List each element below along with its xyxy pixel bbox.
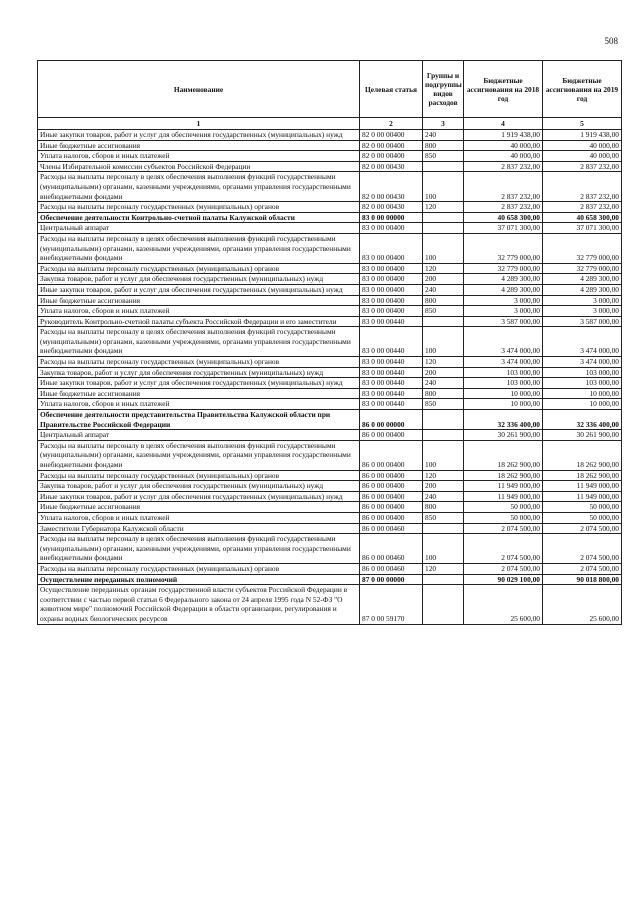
table-row — [38, 440, 622, 470]
row-amount-2018: 2 837 232,00 — [464, 161, 543, 172]
row-group — [423, 212, 464, 223]
header-2018: Бюджетные ассигнования на 2018 год — [464, 61, 543, 118]
row-amount-2018: 3 587 000,00 — [464, 316, 543, 327]
row-group: 100 — [423, 327, 464, 357]
table-row — [38, 470, 622, 481]
row-amount-2019: 1 919 438,00 — [543, 130, 622, 141]
row-amount-2018: 40 000,00 — [464, 140, 543, 151]
row-code: 83 0 00 00400 — [360, 274, 423, 285]
row-code: 83 0 00 00400 — [360, 295, 423, 306]
row-name: Иные закупки товаров, работ и услуг для обеспечения государственных (муниципальных) нужд — [38, 284, 360, 295]
table-row — [38, 585, 622, 624]
row-amount-2019: 30 261 900,00 — [543, 430, 622, 441]
row-group: 120 — [423, 470, 464, 481]
row-group: 100 — [423, 233, 464, 263]
row-amount-2018: 37 071 300,00 — [464, 223, 543, 234]
header-2019: Бюджетные ассигнования на 2019 год — [543, 61, 622, 118]
row-amount-2019: 25 600,00 — [543, 585, 622, 624]
row-code: 87 0 00 59170 — [360, 585, 423, 624]
table-row — [38, 284, 622, 295]
row-name: Расходы на выплаты персоналу государственных (муниципальных) органов — [38, 470, 360, 481]
row-group: 240 — [423, 378, 464, 389]
row-amount-2019: 40 658 300,00 — [543, 212, 622, 223]
table-row — [38, 563, 622, 574]
row-name: Центральный аппарат — [38, 223, 360, 234]
table-row — [38, 388, 622, 399]
row-group: 800 — [423, 388, 464, 399]
row-name: Уплата налогов, сборов и иных платежей — [38, 512, 360, 523]
row-amount-2018: 50 000,00 — [464, 512, 543, 523]
row-amount-2019: 10 000,00 — [543, 399, 622, 410]
row-amount-2019: 3 000,00 — [543, 295, 622, 306]
row-amount-2018: 103 000,00 — [464, 378, 543, 389]
row-group — [423, 430, 464, 441]
row-group: 200 — [423, 367, 464, 378]
row-name: Иные закупки товаров, работ и услуг для обеспечения государственных (муниципальных) нужд — [38, 130, 360, 141]
row-group: 200 — [423, 481, 464, 492]
table-row — [38, 410, 622, 430]
row-group: 200 — [423, 274, 464, 285]
row-code: 82 0 00 00430 — [360, 161, 423, 172]
row-name: Заместители Губернатора Калужской области — [38, 523, 360, 534]
row-amount-2019: 40 000,00 — [543, 140, 622, 151]
row-name: Осуществление переданных полномочий — [38, 574, 360, 585]
row-group — [423, 161, 464, 172]
row-amount-2019: 32 336 400,00 — [543, 410, 622, 430]
row-name: Закупка товаров, работ и услуг для обеспечения государственных (муниципальных) нужд — [38, 481, 360, 492]
row-amount-2019: 11 949 000,00 — [543, 481, 622, 492]
row-amount-2019: 90 018 800,00 — [543, 574, 622, 585]
row-code: 86 0 00 00000 — [360, 410, 423, 430]
row-amount-2018: 3 000,00 — [464, 295, 543, 306]
table-row — [38, 327, 622, 357]
row-code: 83 0 00 00440 — [360, 327, 423, 357]
row-code: 86 0 00 00460 — [360, 563, 423, 574]
row-amount-2019: 18 262 900,00 — [543, 440, 622, 470]
row-amount-2019: 3 474 000,00 — [543, 357, 622, 368]
row-group — [423, 523, 464, 534]
row-amount-2019: 32 779 000,00 — [543, 233, 622, 263]
row-group: 120 — [423, 202, 464, 213]
row-code: 83 0 00 00400 — [360, 306, 423, 317]
row-amount-2018: 40 000,00 — [464, 151, 543, 162]
row-name: Центральный аппарат — [38, 430, 360, 441]
row-name: Расходы на выплаты персоналу государственных (муниципальных) органов — [38, 202, 360, 213]
row-name: Иные закупки товаров, работ и услуг для обеспечения государственных (муниципальных) нужд — [38, 378, 360, 389]
row-group: 120 — [423, 357, 464, 368]
table-row — [38, 202, 622, 213]
row-amount-2018: 1 919 438,00 — [464, 130, 543, 141]
table-row — [38, 491, 622, 502]
row-name: Уплата налогов, сборов и иных платежей — [38, 399, 360, 410]
column-number: 5 — [543, 118, 622, 130]
row-code: 83 0 00 00440 — [360, 357, 423, 368]
row-amount-2018: 4 289 300,00 — [464, 284, 543, 295]
row-name: Иные бюджетные ассигнования — [38, 140, 360, 151]
table-row — [38, 367, 622, 378]
row-amount-2019: 2 837 232,00 — [543, 161, 622, 172]
row-name: Руководитель Контрольно-счетной палаты субъекта Российской Федерации и его заместители — [38, 316, 360, 327]
column-number: 4 — [464, 118, 543, 130]
row-group: 240 — [423, 284, 464, 295]
table-row — [38, 161, 622, 172]
row-amount-2019: 2 074 500,00 — [543, 534, 622, 564]
table-row — [38, 574, 622, 585]
column-number: 2 — [360, 118, 423, 130]
row-amount-2018: 11 949 000,00 — [464, 481, 543, 492]
row-group — [423, 316, 464, 327]
row-code: 86 0 00 00400 — [360, 430, 423, 441]
row-code: 86 0 00 00400 — [360, 512, 423, 523]
row-name: Обеспечение деятельности Контрольно-счетной палаты Калужской области — [38, 212, 360, 223]
row-name: Расходы на выплаты персоналу государственных (муниципальных) органов — [38, 357, 360, 368]
row-group — [423, 574, 464, 585]
table-row — [38, 263, 622, 274]
row-amount-2019: 2 074 500,00 — [543, 523, 622, 534]
row-name: Члены Избирательной комиссии субъектов Российской Федерации — [38, 161, 360, 172]
row-name: Расходы на выплаты персоналу в целях обеспечения выполнения функций государственными (муниципальными) органами, казенными учреждениями, органами управления государственными внебюджетными фондами — [38, 233, 360, 263]
table-row — [38, 295, 622, 306]
row-amount-2018: 3 474 000,00 — [464, 357, 543, 368]
row-amount-2018: 3 474 000,00 — [464, 327, 543, 357]
row-amount-2018: 32 779 000,00 — [464, 233, 543, 263]
table-row — [38, 223, 622, 234]
header-group: Группы и подгруппы видов расходов — [423, 61, 464, 118]
row-group: 800 — [423, 502, 464, 513]
budget-table — [37, 60, 622, 625]
row-amount-2018: 18 262 900,00 — [464, 470, 543, 481]
row-group: 850 — [423, 399, 464, 410]
row-code: 86 0 00 00400 — [360, 470, 423, 481]
row-code: 82 0 00 00400 — [360, 140, 423, 151]
row-name: Осуществление переданных органам государственной власти субъектов Российской Федерации в соответствии с частью первой статьи 6 Федерального закона от 24 апреля 1995 года N 52-ФЗ "О животном мире" полномочий Российской Федерации в области организации, регулирования и охраны водных биологических ресурсов — [38, 585, 360, 624]
row-amount-2018: 40 658 300,00 — [464, 212, 543, 223]
row-amount-2018: 103 000,00 — [464, 367, 543, 378]
row-name: Расходы на выплаты персоналу в целях обеспечения выполнения функций государственными (муниципальными) органами, казенными учреждениями, органами управления государственными внебюджетными фондами — [38, 440, 360, 470]
row-amount-2018: 2 074 500,00 — [464, 523, 543, 534]
row-amount-2019: 40 000,00 — [543, 151, 622, 162]
row-name: Уплата налогов, сборов и иных платежей — [38, 151, 360, 162]
header-code: Целевая статья — [360, 61, 423, 118]
row-group: 120 — [423, 563, 464, 574]
row-code: 86 0 00 00400 — [360, 502, 423, 513]
row-amount-2019: 11 949 000,00 — [543, 491, 622, 502]
row-name: Закупка товаров, работ и услуг для обеспечения государственных (муниципальных) нужд — [38, 274, 360, 285]
row-group: 800 — [423, 140, 464, 151]
row-code: 83 0 00 00000 — [360, 212, 423, 223]
column-number-row — [38, 118, 622, 130]
row-code: 83 0 00 00400 — [360, 233, 423, 263]
row-amount-2019: 2 837 232,00 — [543, 202, 622, 213]
row-amount-2019: 103 000,00 — [543, 378, 622, 389]
row-amount-2019: 3 000,00 — [543, 306, 622, 317]
row-code: 86 0 00 00400 — [360, 481, 423, 492]
row-name: Иные бюджетные ассигнования — [38, 295, 360, 306]
row-amount-2018: 2 837 232,00 — [464, 202, 543, 213]
row-name: Расходы на выплаты персоналу в целях обеспечения выполнения функций государственными (муниципальными) органами, казенными учреждениями, органами управления государственными внебюджетными фондами — [38, 534, 360, 564]
row-code: 82 0 00 00400 — [360, 130, 423, 141]
row-group: 240 — [423, 130, 464, 141]
row-code: 83 0 00 00400 — [360, 263, 423, 274]
row-amount-2019: 4 289 300,00 — [543, 284, 622, 295]
table-row — [38, 274, 622, 285]
row-group: 850 — [423, 306, 464, 317]
page-number: 508 — [604, 36, 618, 46]
table-row — [38, 306, 622, 317]
row-amount-2019: 3 587 000,00 — [543, 316, 622, 327]
row-amount-2018: 4 289 300,00 — [464, 274, 543, 285]
row-code: 82 0 00 00430 — [360, 172, 423, 202]
table-row — [38, 172, 622, 202]
row-amount-2018: 90 029 100,00 — [464, 574, 543, 585]
row-code: 83 0 00 00440 — [360, 388, 423, 399]
row-name: Закупка товаров, работ и услуг для обеспечения государственных (муниципальных) нужд — [38, 367, 360, 378]
row-group — [423, 410, 464, 430]
row-group: 240 — [423, 491, 464, 502]
row-group — [423, 585, 464, 624]
row-name: Расходы на выплаты персоналу государственных (муниципальных) органов — [38, 263, 360, 274]
row-code: 83 0 00 00440 — [360, 399, 423, 410]
column-number: 3 — [423, 118, 464, 130]
row-amount-2018: 2 837 232,00 — [464, 172, 543, 202]
row-amount-2019: 18 262 900,00 — [543, 470, 622, 481]
row-amount-2019: 103 000,00 — [543, 367, 622, 378]
row-name: Иные закупки товаров, работ и услуг для обеспечения государственных (муниципальных) нужд — [38, 491, 360, 502]
table-row — [38, 430, 622, 441]
row-amount-2018: 32 779 000,00 — [464, 263, 543, 274]
row-group — [423, 223, 464, 234]
row-amount-2019: 50 000,00 — [543, 512, 622, 523]
table-row — [38, 212, 622, 223]
row-name: Уплата налогов, сборов и иных платежей — [38, 306, 360, 317]
table-row — [38, 316, 622, 327]
row-amount-2018: 10 000,00 — [464, 388, 543, 399]
table-row — [38, 534, 622, 564]
row-code: 83 0 00 00440 — [360, 316, 423, 327]
row-amount-2018: 18 262 900,00 — [464, 440, 543, 470]
row-name: Обеспечение деятельности представительства Правительства Калужской области при Правительстве Российской Федерации — [38, 410, 360, 430]
row-name: Расходы на выплаты персоналу в целях обеспечения выполнения функций государственными (муниципальными) органами, казенными учреждениями, органами управления государственными внебюджетными фондами — [38, 172, 360, 202]
table-row — [38, 140, 622, 151]
row-code: 82 0 00 00430 — [360, 202, 423, 213]
row-code: 86 0 00 00460 — [360, 534, 423, 564]
row-amount-2019: 37 071 300,00 — [543, 223, 622, 234]
row-amount-2018: 2 074 500,00 — [464, 534, 543, 564]
row-group: 100 — [423, 172, 464, 202]
row-amount-2019: 2 074 500,00 — [543, 563, 622, 574]
row-code: 83 0 00 00400 — [360, 223, 423, 234]
row-code: 83 0 00 00440 — [360, 378, 423, 389]
row-amount-2018: 30 261 900,00 — [464, 430, 543, 441]
row-amount-2018: 50 000,00 — [464, 502, 543, 513]
row-name: Иные бюджетные ассигнования — [38, 502, 360, 513]
row-amount-2018: 32 336 400,00 — [464, 410, 543, 430]
row-name: Иные бюджетные ассигнования — [38, 388, 360, 399]
table-row — [38, 481, 622, 492]
column-number: 1 — [38, 118, 360, 130]
row-amount-2018: 3 000,00 — [464, 306, 543, 317]
row-amount-2019: 4 289 300,00 — [543, 274, 622, 285]
row-amount-2019: 3 474 000,00 — [543, 327, 622, 357]
row-group: 100 — [423, 440, 464, 470]
table-row — [38, 523, 622, 534]
table-row — [38, 502, 622, 513]
row-code: 83 0 00 00440 — [360, 367, 423, 378]
row-group: 850 — [423, 151, 464, 162]
header-row — [38, 61, 622, 118]
table-row — [38, 233, 622, 263]
table-row — [38, 399, 622, 410]
row-code: 82 0 00 00400 — [360, 151, 423, 162]
row-code: 86 0 00 00400 — [360, 491, 423, 502]
row-amount-2019: 50 000,00 — [543, 502, 622, 513]
row-code: 83 0 00 00400 — [360, 284, 423, 295]
row-amount-2018: 10 000,00 — [464, 399, 543, 410]
row-amount-2019: 2 837 232,00 — [543, 172, 622, 202]
table-row — [38, 378, 622, 389]
row-name: Расходы на выплаты персоналу государственных (муниципальных) органов — [38, 563, 360, 574]
row-group: 100 — [423, 534, 464, 564]
row-code: 86 0 00 00460 — [360, 523, 423, 534]
row-group: 120 — [423, 263, 464, 274]
row-amount-2018: 2 074 500,00 — [464, 563, 543, 574]
row-amount-2018: 25 600,00 — [464, 585, 543, 624]
table-row — [38, 151, 622, 162]
row-code: 87 0 00 00000 — [360, 574, 423, 585]
row-name: Расходы на выплаты персоналу в целях обеспечения выполнения функций государственными (муниципальными) органами, казенными учреждениями, органами управления государственными внебюджетными фондами — [38, 327, 360, 357]
table-row — [38, 512, 622, 523]
row-amount-2019: 10 000,00 — [543, 388, 622, 399]
row-amount-2018: 11 949 000,00 — [464, 491, 543, 502]
table-row — [38, 130, 622, 141]
row-group: 800 — [423, 295, 464, 306]
table-row — [38, 357, 622, 368]
row-group: 850 — [423, 512, 464, 523]
row-amount-2019: 32 779 000,00 — [543, 263, 622, 274]
row-code: 86 0 00 00400 — [360, 440, 423, 470]
header-name: Наименование — [38, 61, 360, 118]
